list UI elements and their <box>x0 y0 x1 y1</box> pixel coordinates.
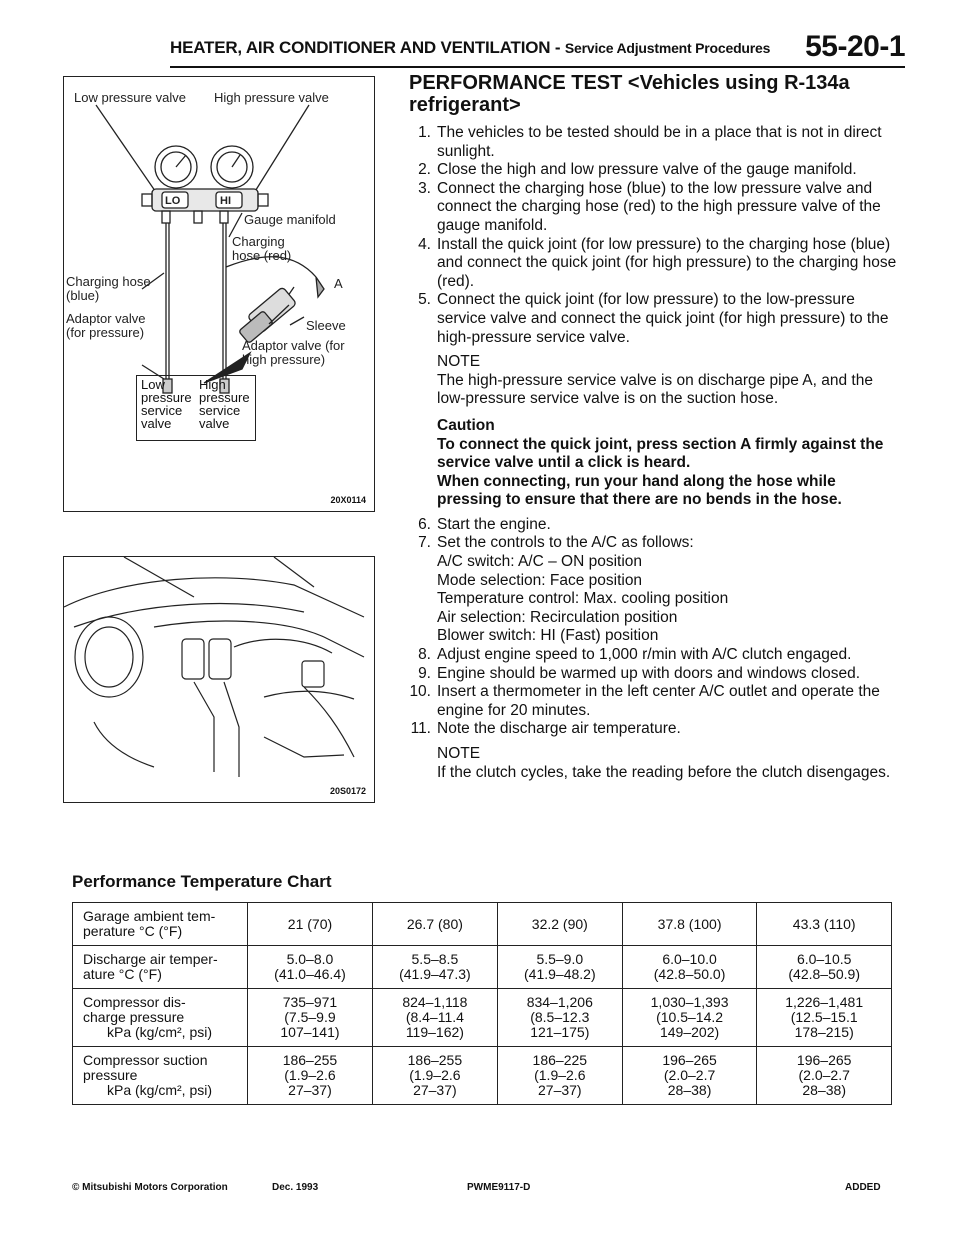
table-cell <box>248 1047 373 1105</box>
table-row <box>73 1047 892 1105</box>
table-cell <box>757 1047 892 1105</box>
cell-line: 178–215) <box>794 1024 854 1040</box>
cell-line: (8.5–12.3 <box>530 1009 590 1025</box>
cell-line: 735–971 <box>282 994 338 1010</box>
control-setting: Temperature control: Max. cooling position <box>437 590 729 608</box>
page-number: 55-20-1 <box>805 30 905 63</box>
table-cell <box>622 903 757 946</box>
dashboard-illustration <box>64 557 374 802</box>
row-header-line: kPa (kg/cm², psi) <box>107 1024 213 1040</box>
label-lo: LO <box>165 195 181 207</box>
table-row <box>73 903 892 946</box>
cell-line: (8.4–11.4 <box>405 1009 464 1025</box>
cell-line: (1.9–2.6 <box>284 1067 336 1083</box>
cell-line: (2.0–2.7 <box>663 1067 716 1083</box>
cell-line: 824–1,118 <box>402 994 468 1010</box>
footer-status: ADDED <box>845 1182 881 1193</box>
page-header <box>170 30 905 64</box>
step-text: Close the high and low pressure valve of the gauge manifold. <box>437 161 857 179</box>
table-cell <box>497 946 622 989</box>
footer-date: Dec. 1993 <box>272 1182 319 1193</box>
control-settings-list <box>409 553 899 646</box>
step-item <box>409 534 899 553</box>
table-cell <box>248 989 373 1047</box>
row-header <box>73 1047 248 1105</box>
cell-line: 196–265 <box>662 1052 717 1068</box>
cell-line: (2.0–2.7 <box>798 1067 850 1083</box>
step-number: 7. <box>418 534 431 552</box>
cell-line: 186–255 <box>282 1052 338 1068</box>
table-cell <box>372 1047 497 1105</box>
legend-low-line: pressure <box>141 390 192 405</box>
step-item <box>409 180 899 236</box>
figure-code: 20X0114 <box>330 495 366 505</box>
footer-copyright: © Mitsubishi Motors Corporation <box>72 1182 228 1193</box>
step-text: Insert a thermometer in the left center A/C outlet and operate the engine for 20 minutes. <box>437 683 880 719</box>
legend-high-line: High <box>199 377 226 392</box>
step-item <box>409 665 899 684</box>
label-hi: HI <box>220 195 231 207</box>
step-number: 8. <box>418 646 431 664</box>
step-item <box>409 646 899 665</box>
table-cell <box>372 946 497 989</box>
step-text: Connect the quick joint (for low pressure) to the low-pressure service valve and connect the quick joint (for high pressure) to the high-pressure service valve. <box>437 291 889 346</box>
step-number: 2. <box>418 161 431 179</box>
row-header-line: pressure <box>83 1067 138 1083</box>
control-setting: Mode selection: Face position <box>437 571 643 589</box>
legend-high-line: service <box>199 403 241 418</box>
row-header-line: ature °C (°F) <box>83 966 162 982</box>
step-number: 10. <box>409 683 431 701</box>
caution-text: When connecting, run your hand along the hose while pressing to ensure that there are no bends in the hose. <box>437 472 842 509</box>
cell-line: 6.0–10.0 <box>662 951 717 967</box>
label-low-pressure-valve: Low pressure valve <box>74 90 186 105</box>
figure-code: 20S0172 <box>329 786 366 796</box>
cell-line: (1.9–2.6 <box>409 1067 461 1083</box>
section-title-main: HEATER, AIR CONDITIONER AND VENTILATION - <box>170 38 561 57</box>
step-text: Install the quick joint (for low pressure) to the charging hose (blue) and connect the quick joint (for high pressure) to the charging hose (red). <box>437 235 897 290</box>
step-number: 4. <box>418 235 431 253</box>
row-header-line: charge pressure <box>83 1009 185 1025</box>
performance-test-title <box>409 72 899 116</box>
row-header-line: kPa (kg/cm², psi) <box>107 1082 213 1098</box>
step-text: Engine should be warmed up with doors and windows closed. <box>437 664 861 682</box>
caution-label: Caution <box>437 416 495 434</box>
table-cell <box>757 946 892 989</box>
cell-line: 21 (70) <box>287 915 333 932</box>
footer-code: PWME9117-D <box>467 1182 531 1193</box>
cell-line: (12.5–15.1 <box>790 1009 858 1025</box>
label-charging-hose-blue-1: Charging hose <box>66 274 151 289</box>
label-section-a: A <box>334 276 343 291</box>
cell-line: (42.8–50.0) <box>653 966 726 982</box>
control-setting: Blower switch: HI (Fast) position <box>437 627 659 645</box>
step-item <box>409 291 899 347</box>
label-adaptor-valve-high-1: Adaptor valve (for <box>242 338 345 353</box>
step-item <box>409 683 899 720</box>
service-valve-legend <box>136 375 256 441</box>
cell-line: 107–141) <box>280 1024 340 1040</box>
table-cell <box>497 1047 622 1105</box>
table-cell <box>757 903 892 946</box>
table-cell <box>622 989 757 1047</box>
note-block <box>409 353 899 409</box>
note-text: The high-pressure service valve is on discharge pipe A, and the low-pressure service valve is on the suction hose. <box>437 371 873 408</box>
cell-line: 43.3 (110) <box>792 915 856 932</box>
cell-line: 186–255 <box>407 1052 463 1068</box>
step-item <box>409 720 899 739</box>
row-header-line: Compressor dis- <box>83 994 186 1010</box>
cell-line: (10.5–14.2 <box>656 1009 724 1025</box>
step-text: Note the discharge air temperature. <box>437 720 681 738</box>
cell-line: 5.5–8.5 <box>411 951 459 967</box>
step-text: Set the controls to the A/C as follows: <box>437 534 694 552</box>
cell-line: (41.9–48.2) <box>524 966 596 982</box>
table-row <box>73 946 892 989</box>
note-label: NOTE <box>437 745 481 762</box>
gauge-manifold-figure <box>63 76 375 512</box>
cell-line: 27–37) <box>288 1082 332 1098</box>
legend-high-column <box>199 378 250 430</box>
legend-high-line: valve <box>199 416 230 431</box>
row-header <box>73 946 248 989</box>
title-line-2: refrigerant> <box>409 94 521 116</box>
cell-line: (7.5–9.9 <box>284 1009 336 1025</box>
step-number: 11. <box>410 720 431 738</box>
section-subtitle: Service Adjustment Procedures <box>564 40 771 56</box>
cell-line: 26.7 (80) <box>406 915 463 932</box>
row-header-line: perature °C (°F) <box>83 923 183 939</box>
row-header <box>73 903 248 946</box>
cell-line: 27–37) <box>538 1082 582 1098</box>
label-adaptor-valve-2: (for pressure) <box>66 325 145 340</box>
cell-line: 27–37) <box>413 1082 457 1098</box>
cell-line: 32.2 (90) <box>531 915 588 932</box>
legend-low-line: valve <box>141 416 172 431</box>
performance-test-section <box>409 72 899 782</box>
step-text: Adjust engine speed to 1,000 r/min with A/C clutch engaged. <box>437 646 852 664</box>
label-charging-hose-red-2: hose (red) <box>232 248 292 263</box>
cell-line: 149–202) <box>659 1024 720 1040</box>
label-gauge-manifold: Gauge manifold <box>244 212 336 227</box>
table-cell <box>622 1047 757 1105</box>
legend-low-line: service <box>141 403 183 418</box>
cell-line: (41.0–46.4) <box>274 966 346 982</box>
row-header-line: Discharge air temper- <box>83 951 218 967</box>
step-number: 5. <box>418 291 431 309</box>
cell-line: (1.9–2.6 <box>534 1067 586 1083</box>
cell-line: 37.8 (100) <box>657 915 722 932</box>
label-charging-hose-red-1: Charging <box>232 234 285 249</box>
table-cell <box>497 903 622 946</box>
cell-line: 119–162) <box>405 1024 464 1040</box>
step-item <box>409 236 899 292</box>
step-text: Start the engine. <box>437 515 551 533</box>
legend-high-line: pressure <box>199 390 250 405</box>
header-rule <box>170 66 905 68</box>
cell-line: 28–38) <box>667 1082 712 1098</box>
label-adaptor-valve-1: Adaptor valve <box>66 311 146 326</box>
step-number: 1. <box>418 124 431 141</box>
row-header-line: Compressor suction <box>83 1052 208 1068</box>
caution-block <box>409 417 899 510</box>
control-setting: Air selection: Recirculation position <box>437 608 678 626</box>
cell-line: (42.8–50.9) <box>788 966 860 982</box>
legend-low-column <box>141 378 192 430</box>
row-header-line: Garage ambient tem- <box>83 908 216 924</box>
step-number: 3. <box>418 179 431 197</box>
step-text: Connect the charging hose (blue) to the low pressure valve and connect the charging hose (red) to the high pressure valve of the gauge manifold. <box>437 179 881 234</box>
label-high-pressure-valve: High pressure valve <box>214 90 329 105</box>
cell-line: 28–38) <box>802 1082 846 1098</box>
section-title <box>170 38 770 58</box>
cell-line: (41.9–47.3) <box>399 966 471 982</box>
label-adaptor-valve-high-2: high pressure) <box>242 352 326 367</box>
note-text: If the clutch cycles, take the reading before the clutch disengages. <box>437 763 891 781</box>
step-item <box>409 516 899 535</box>
caution-text: To connect the quick joint, press section A firmly against the service valve until a click is heard. <box>437 435 884 472</box>
table-cell <box>248 946 373 989</box>
note-block <box>409 745 899 782</box>
cell-line: 121–175) <box>530 1024 590 1040</box>
cell-line: 5.5–9.0 <box>536 951 584 967</box>
step-number: 9. <box>418 664 431 682</box>
performance-temperature-table <box>72 902 892 1105</box>
label-sleeve: Sleeve <box>306 318 346 333</box>
note-label: NOTE <box>437 353 481 371</box>
step-number: 6. <box>418 515 431 533</box>
step-item <box>409 161 899 180</box>
cell-line: 834–1,206 <box>526 994 593 1010</box>
gauge-manifold-illustration <box>64 77 374 511</box>
cell-line: 186–225 <box>532 1052 588 1068</box>
dashboard-figure <box>63 556 375 803</box>
title-line-1: PERFORMANCE TEST <Vehicles using R-134a <box>409 72 850 94</box>
table-cell <box>497 989 622 1047</box>
step-text: The vehicles to be tested should be in a place that is not in direct sunlight. <box>437 124 882 160</box>
table-cell <box>372 903 497 946</box>
table-cell <box>372 989 497 1047</box>
cell-line: 196–265 <box>796 1052 852 1068</box>
label-charging-hose-blue-2: (blue) <box>66 288 100 303</box>
cell-line: 1,226–1,481 <box>785 994 864 1010</box>
cell-line: 5.0–8.0 <box>286 951 334 967</box>
table-cell <box>248 903 373 946</box>
table-row <box>73 989 892 1047</box>
cell-line: 1,030–1,393 <box>650 994 729 1010</box>
chart-title: Performance Temperature Chart <box>72 872 332 891</box>
table-cell <box>622 946 757 989</box>
row-header <box>73 989 248 1047</box>
cell-line: 6.0–10.5 <box>796 951 852 967</box>
control-setting: A/C switch: A/C – ON position <box>437 553 643 571</box>
step-item <box>409 124 899 161</box>
table-cell <box>757 989 892 1047</box>
legend-low-line: Low <box>141 377 165 392</box>
